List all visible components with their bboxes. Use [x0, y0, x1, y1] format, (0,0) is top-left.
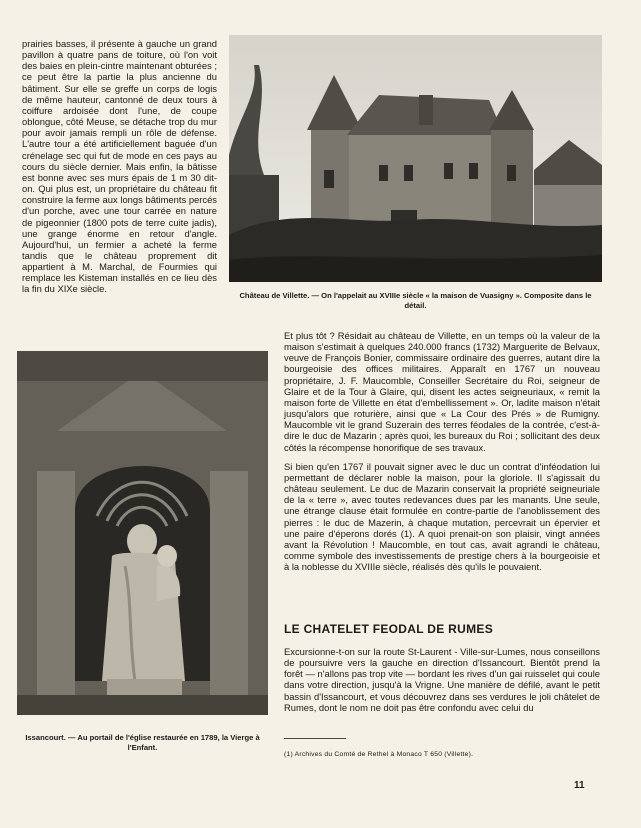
main-column [284, 330, 600, 572]
section-column [284, 646, 600, 713]
paragraph-1: Et plus tôt ? Résidait au château de Villette, en un temps où la valeur de la maison s'estimait à quelques 240.000 francs (1732) Marguerite de Belvaux, veuve de François Bonier, commissaire ordinaire des guerres, autant dire la bourgeoisie des offices militaires. Apparaît en 1767 un nouveau propriétaire, J. F. Maucomble, Conseiller Secrétaire du Roi, seigneur de Glaire et de la Tour à Glaire, qui, disent les actes seigneuriaux, « remit la maison forte de Villette en état d'embellissement ». Or, ladite maison n'était jusqu'alors que roturière, ainsi que « La Cour des Prés » de Rumigny. Maucomble vit le grand Suzerain des terres féodales de la contrée, c'est-à-dire le duc de Mazarin ; après quoi, les bureaux du Roi ; sollicitant des deux côtés la récompense honorifique de ses travaux. [284, 330, 600, 453]
statue-photo [17, 351, 268, 715]
paragraph-3: Excursionne-t-on sur la route St-Laurent - Ville-sur-Lumes, nous conseillons de poursuivre vers la gauche en direction d'Issancourt. Bientôt prend la forêt — n'allons pas trop vite — bordant les rives d'un gai ruisselet qui coule dans votre direction, jusqu'à la Vrigne. Une manière de défilé, avant le petit bassin d'Issancourt, et vous découvrez dans ses verdures le joli châtelet de Rumes, dont le nom ne doit pas être confondu avec celui du [284, 646, 600, 713]
paragraph-2: Si bien qu'en 1767 il pouvait signer avec le duc un contrat d'inféodation lui permettant de déclarer noble la maison, pour la gloriole. Il s'agissait du château seulement. Le duc de Mazarin conservait la propriété seigneuriale de la « terre », avec toutes redevances dues par les manants. Une seule, une étrange clause était formulée en contre-partie de l'anoblissement des pierres : le duc de Mazerin, à chaque mutation, percevrait un épervier et une paire d'éperons dorés (1). A quoi prenait-on son plaisir, vingt années avant la Révolution ! Maucomble, en tout cas, avait agrandi le château, comme symbole des investissements de prestige chers à la bourgeoisie et à la noblesse du XVIIIe siècle, réalisés dès qu'ils le pouvaient. [284, 460, 600, 573]
virgin-and-child-illustration [17, 351, 268, 715]
section-title: LE CHATELET FEODAL DE RUMES [284, 622, 493, 636]
chateau-photo [229, 35, 602, 282]
intro-paragraph: prairies basses, il présente à gauche un grand pavillon à quatre pans de toiture, où l'on voit des baies en plein-cintre maintenant obturées ; ce peut être la partie la plus ancienne du bâtiment. Sur elle se greffe un corps de logis de même hauteur, cantonné de deux tours à coiffure ardoisée dont l'une, de coupe oblongue, côté Meuse, se détache trop du mur pour avoir jamais rempli un rôle de défense. L'autre tour a été artificiellement baguée d'un crénelage sec qui fut de mode en ces pays au cours du siècle dernier. Mais enfin, la bâtisse est bonne avec ses murs épais de 1 m 30 dit-on. Qui plus est, un propriétaire du château fit construire la ferme aux longs bâtiments percés d'un porche, avec une tour carrée en nature de pigeonnier (1800 pots de terre cuite jadis), une grange énorme en retour d'angle. Aujourd'hui, un fermier a acheté la ferme tandis que le château proprement dit appartient à M. Marchal, de Fourmies qui remplace les Kisteman installés en ce lieu dès la fin du XIXe siècle. [22, 38, 217, 295]
chateau-caption: Château de Villette. — On l'appelait au XVIIIe siècle « la maison de Vuasigny ». Composite dans le détail. [239, 291, 592, 310]
footnote: (1) Archives du Comté de Rethel à Monaco T 650 (Villette). [284, 751, 474, 758]
chateau-illustration [229, 35, 602, 282]
footnote-divider [284, 738, 346, 739]
intro-column [22, 38, 217, 295]
page-number: 11 [574, 780, 585, 791]
statue-caption: Issancourt. — Au portail de l'église restaurée en 1789, la Vierge à l'Enfant. [25, 733, 260, 752]
